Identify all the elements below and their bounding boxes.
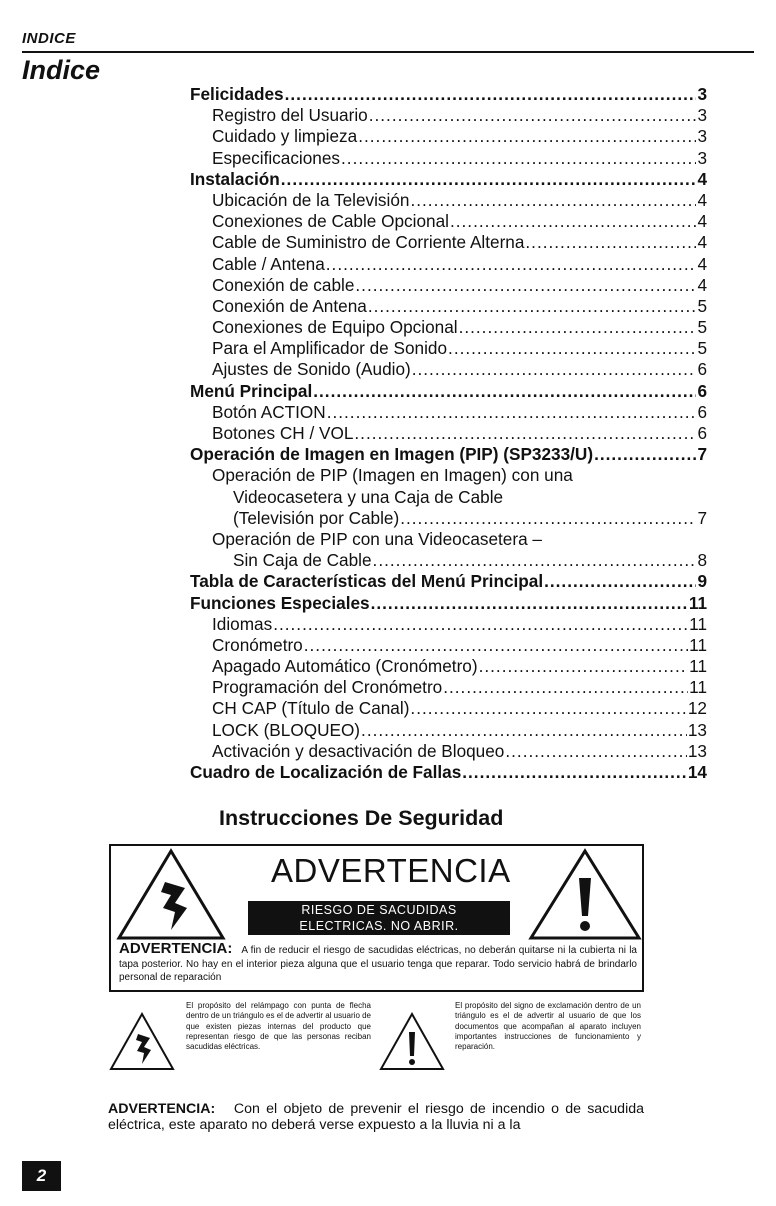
toc-entry-page: 3 xyxy=(697,84,707,104)
toc-entry-label: Para el Amplificador de Sonido xyxy=(212,338,448,359)
toc-entry-label: CH CAP (Título de Canal) xyxy=(212,698,410,719)
section-label: INDICE xyxy=(22,30,76,47)
toc-entry-label: Operación de Imagen en Imagen (PIP) (SP3233/U) xyxy=(190,444,594,465)
toc-entry-label: Felicidades xyxy=(190,84,284,104)
toc-leader-dots xyxy=(525,232,696,253)
lightning-symbol-icon xyxy=(109,1012,175,1072)
page-number: 2 xyxy=(22,1161,61,1191)
toc-entry-page: 9 xyxy=(697,571,707,592)
toc-entry xyxy=(190,487,707,508)
toc-entry-label: Conexiones de Cable Opcional xyxy=(212,211,449,232)
toc-entry-page: 13 xyxy=(687,719,707,740)
toc-leader-dots xyxy=(326,254,697,275)
toc-entry-label: Conexión de Antena xyxy=(212,295,367,316)
risk-line-1: RIESGO DE SACUDIDAS xyxy=(301,903,457,917)
toc-entry xyxy=(190,698,707,719)
toc-entry-label: Conexión de cable xyxy=(212,274,355,295)
toc-entry-label: Menú Principal xyxy=(190,380,313,401)
toc-entry xyxy=(190,211,707,232)
toc-entry xyxy=(190,529,707,550)
toc-entry xyxy=(190,84,707,105)
toc-leader-dots xyxy=(594,444,696,465)
toc-entry-page: 13 xyxy=(687,740,707,761)
toc-entry-label: Programación del Cronómetro xyxy=(212,677,443,698)
toc-entry xyxy=(190,317,707,338)
toc-leader-dots xyxy=(371,593,688,614)
toc-leader-dots xyxy=(544,571,696,592)
toc-leader-dots xyxy=(355,275,696,296)
toc-entry xyxy=(190,762,707,783)
toc-entry-page: 6 xyxy=(697,380,707,401)
toc-leader-dots xyxy=(448,338,696,359)
toc-entry xyxy=(190,741,707,762)
toc-leader-dots xyxy=(361,720,687,741)
toc-entry-page: 5 xyxy=(697,295,707,316)
exclamation-warning-icon xyxy=(527,848,643,942)
toc-leader-dots xyxy=(462,762,687,783)
toc-entry-label: Activación y desactivación de Bloqueo xyxy=(212,740,505,761)
toc-entry-label: Registro del Usuario xyxy=(212,105,368,126)
lightning-explanation: El propósito del relámpago con punta de flecha dentro de un triángulo es el de advertir al usuario de que existen piezas internas del producto que representan riesgo de que las personas reciban sacudidas eléctricas. xyxy=(186,1001,372,1052)
toc-entry xyxy=(190,635,707,656)
warning-box xyxy=(109,844,644,992)
toc-entry-page: 11 xyxy=(689,677,707,698)
toc-entry xyxy=(190,656,707,677)
toc-entry-page: 12 xyxy=(687,698,707,719)
toc-entry xyxy=(190,614,707,635)
header-rule xyxy=(22,51,754,53)
toc-entry-page: 11 xyxy=(689,656,707,677)
toc-entry-page: 5 xyxy=(697,338,707,359)
toc-entry-label: Idiomas xyxy=(212,613,273,634)
warning-text: A fin de reducir el riesgo de sacudidas eléctricas, no deberán quitarse ni la cubierta ni la tapa posterior. No hay en el interior pieza alguna que el usuario tenga que reparar. Todo servicio habrá de brindarlo personal de reparación xyxy=(119,945,637,983)
toc-leader-dots xyxy=(479,656,689,677)
toc-entry xyxy=(190,169,707,190)
toc-leader-dots xyxy=(410,190,696,211)
toc-entry-page: 11 xyxy=(688,592,707,613)
page-title: Indice xyxy=(22,55,101,85)
toc-entry xyxy=(190,444,707,465)
toc-leader-dots xyxy=(354,423,696,444)
toc-entry xyxy=(190,381,707,402)
toc-entry xyxy=(190,720,707,741)
toc-entry-label: Operación de PIP (Imagen en Imagen) con una xyxy=(212,465,573,486)
toc-entry xyxy=(190,550,707,571)
toc-leader-dots xyxy=(410,698,686,719)
toc-entry-page: 4 xyxy=(697,232,707,253)
final-warning xyxy=(108,1101,644,1133)
risk-banner xyxy=(248,901,510,935)
toc-entry-page: 11 xyxy=(689,634,707,655)
final-warning-text: Con el objeto de prevenir el riesgo de incendio o de sacudida eléctrica, este aparato no deberá verse expuesto a la lluvia ni a la xyxy=(108,1101,644,1133)
toc-leader-dots xyxy=(368,296,697,317)
toc-entry-page: 6 xyxy=(697,401,707,422)
toc-entry xyxy=(190,359,707,380)
toc-entry xyxy=(190,593,707,614)
toc-leader-dots xyxy=(313,381,696,402)
toc-entry-page: 11 xyxy=(689,613,707,634)
toc-leader-dots xyxy=(273,614,688,635)
toc-entry xyxy=(190,402,707,423)
toc-leader-dots xyxy=(443,677,688,698)
toc-entry-label: Conexiones de Equipo Opcional xyxy=(212,317,458,338)
toc-leader-dots xyxy=(505,741,687,762)
toc-entry-page: 6 xyxy=(697,423,707,443)
toc-entry-label: Cuidado y limpieza xyxy=(212,126,358,147)
toc-leader-dots xyxy=(281,169,697,190)
warning-heading: ADVERTENCIA xyxy=(271,852,511,889)
toc-leader-dots xyxy=(358,126,696,147)
toc-entry xyxy=(190,190,707,211)
toc-entry-label: Botón ACTION xyxy=(212,401,326,422)
toc-entry-label: Cuadro de Localización de Fallas xyxy=(190,762,462,782)
toc-entry-label: Apagado Automático (Cronómetro) xyxy=(212,656,478,677)
toc-entry-label: LOCK (BLOQUEO) xyxy=(212,719,361,740)
toc-entry-page: 4 xyxy=(697,253,707,274)
toc-entry xyxy=(190,232,707,253)
toc-entry-page: 3 xyxy=(697,147,707,168)
safety-title: Instrucciones De Seguridad xyxy=(219,806,504,830)
toc-entry-page: 8 xyxy=(697,550,707,571)
toc-entry xyxy=(190,275,707,296)
toc-entry-label: Especificaciones xyxy=(212,147,341,168)
toc-leader-dots xyxy=(341,148,696,169)
symbol-explanations xyxy=(109,998,644,1096)
toc-entry-label: Tabla de Características del Menú Principal xyxy=(190,571,544,592)
toc-entry-label: Cable / Antena xyxy=(212,253,325,274)
toc-entry xyxy=(190,105,707,126)
toc-entry-label: Videocasetera y una Caja de Cable xyxy=(233,486,504,507)
toc-entry-page: 3 xyxy=(697,105,707,126)
toc-entry-label: Cable de Suministro de Corriente Alterna xyxy=(212,232,525,253)
toc-leader-dots xyxy=(400,508,696,529)
toc-entry-page: 7 xyxy=(697,507,707,528)
toc-leader-dots xyxy=(369,105,697,126)
toc-entry xyxy=(190,296,707,317)
final-warning-label: ADVERTENCIA: xyxy=(108,1101,216,1117)
toc-entry-label: Sin Caja de Cable xyxy=(233,550,372,571)
toc-leader-dots xyxy=(450,211,696,232)
toc-entry-page: 4 xyxy=(697,189,707,210)
toc-entry-label: Funciones Especiales xyxy=(190,592,370,613)
toc-entry xyxy=(190,254,707,275)
toc-entry xyxy=(190,508,707,529)
warning-label: ADVERTENCIA: xyxy=(119,940,233,957)
exclamation-explanation: El propósito del signo de exclamación dentro de un triángulo es el de advertir al usuario de que los documentos que acompañan al aparato incluyen importantes instrucciones de funcionamiento y reparación. xyxy=(455,1001,641,1052)
toc-leader-dots xyxy=(304,635,688,656)
toc-entry-page: 4 xyxy=(697,274,707,295)
table-of-contents xyxy=(190,84,707,783)
toc-entry-label: Instalación xyxy=(190,168,280,189)
toc-entry-label: Cronómetro xyxy=(212,634,303,655)
toc-entry-page: 6 xyxy=(697,359,707,380)
toc-leader-dots xyxy=(412,359,697,380)
toc-entry-label: (Televisión por Cable) xyxy=(233,507,400,528)
warning-paragraph xyxy=(119,942,637,985)
toc-leader-dots xyxy=(459,317,697,338)
toc-entry xyxy=(190,677,707,698)
toc-entry-page: 14 xyxy=(687,762,707,782)
toc-entry-page: 3 xyxy=(697,126,707,147)
toc-entry xyxy=(190,465,707,486)
risk-line-2: ELECTRICAS. NO ABRIR. xyxy=(299,919,459,933)
toc-leader-dots xyxy=(285,84,697,105)
toc-entry xyxy=(190,423,707,444)
toc-entry xyxy=(190,338,707,359)
toc-entry-label: Ubicación de la Televisión xyxy=(212,189,410,210)
toc-leader-dots xyxy=(373,550,697,571)
toc-entry-page: 4 xyxy=(697,168,707,189)
toc-entry xyxy=(190,571,707,592)
toc-entry-page: 5 xyxy=(697,317,707,338)
toc-entry-label: Botones CH / VOL xyxy=(212,423,354,443)
toc-entry-label: Operación de PIP con una Videocasetera – xyxy=(212,528,542,549)
toc-leader-dots xyxy=(327,402,697,423)
toc-entry xyxy=(190,148,707,169)
toc-entry xyxy=(190,126,707,147)
lightning-warning-icon xyxy=(115,848,227,942)
toc-entry-label: Ajustes de Sonido (Audio) xyxy=(212,359,411,380)
toc-entry-page: 7 xyxy=(697,444,707,465)
toc-entry-page: 4 xyxy=(697,211,707,232)
exclamation-symbol-icon xyxy=(379,1012,445,1072)
